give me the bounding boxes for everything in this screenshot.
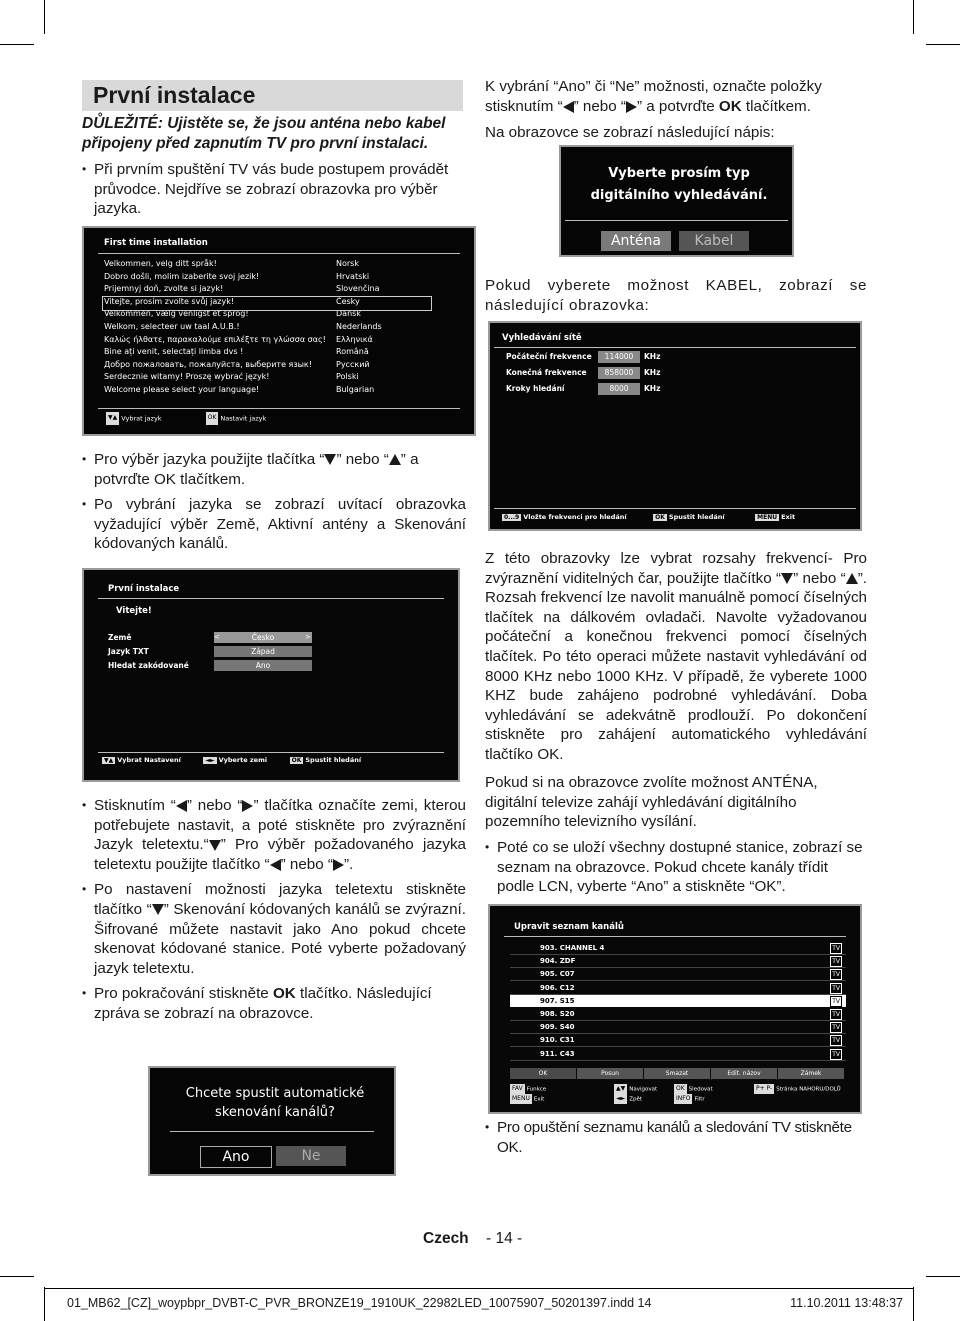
language-list xyxy=(336,258,456,397)
arrow-keys-icon: ▼▲ xyxy=(104,756,114,764)
channel-row[interactable] xyxy=(510,995,846,1007)
bullet-channel-list: • Poté co se uloží všechny dostupné stanice, zobrazí se seznam na obrazovce. Pokud chcete kanály třídit podle LCN, vyberte “Ano” a stiskněte “OK”. xyxy=(485,838,869,897)
up-arrow-icon xyxy=(846,573,858,584)
language-greeting[interactable]: Prijemnyj doň, zvolte si jazyk! xyxy=(104,284,224,294)
crop-mark xyxy=(0,1276,34,1277)
fav-key-icon: FAV xyxy=(512,1085,523,1092)
divider xyxy=(98,253,460,254)
selected-row-highlight xyxy=(102,296,432,311)
install-screen-title: První instalace xyxy=(108,584,180,594)
tv-badge: TV xyxy=(832,1011,840,1018)
footer-language: Czech xyxy=(423,1230,469,1247)
channel-row[interactable] xyxy=(510,955,846,968)
number-keys-icon: 0...9 xyxy=(504,513,520,521)
bullet-teletext: • Po nastavení možnosti jazyka teletextu stiskněte tlačítko “ ” Skenování kódovaných kanálů se zvýrazní. Šifrované můžete nastavit jako Ano pokud chcete skenovat kódované stanice. Poté vyberte požadovaný jazyk teletextu. xyxy=(82,880,466,978)
channel-action-button[interactable]: Smazat xyxy=(644,1068,710,1079)
frequency-settings xyxy=(506,351,806,399)
frequency-value[interactable]: 858000 xyxy=(598,367,640,379)
language-greeting[interactable]: Vitejte, prosím zvolte svůj jazyk! xyxy=(104,296,235,306)
intro-bullet: • Při prvním spuštění TV vás bude postupem provádět průvodce. Nejdříve se zobrazí obrazovka pro výběr jazyka. xyxy=(82,160,466,219)
channel-name: 904. ZDF xyxy=(540,957,576,966)
divider xyxy=(565,220,788,221)
language-greeting[interactable]: Добро пожаловать, пожалуйста, выберите язык! xyxy=(104,359,312,369)
language-option[interactable]: Dansk xyxy=(336,309,361,319)
frequency-unit: KHz xyxy=(644,368,661,377)
language-option[interactable]: Norsk xyxy=(336,259,359,268)
channel-list-screen: Upravit seznam kanálů 903. CHANNEL 4 TV 904. ZDF TV 905. C07 TV 906. C12 TV 907. S15 TV 908. S20 TV 909. S40 TV 910. C31 TV 911. C43 TV OK Posun Smazat Edit. názov Zámek FAV Funkce MENU Exit ▲▼ Navigovat ◄► Zpět OK Sledovat INFO Filtr P+ P- Stránka NAHORU/DOLŮ xyxy=(488,904,862,1114)
channel-row[interactable] xyxy=(510,1034,846,1047)
up-arrow-icon xyxy=(389,454,401,465)
frequency-value[interactable]: 8000 xyxy=(598,383,640,395)
setting-value[interactable]: Česko xyxy=(214,632,312,643)
down-arrow-icon xyxy=(781,573,793,584)
channel-action-button[interactable]: Edit. názov xyxy=(711,1068,777,1079)
autoscan-question: Chcete spustit automatické skenování kanálů? xyxy=(185,1086,365,1120)
setting-value[interactable]: Ano xyxy=(214,660,312,671)
channel-row[interactable] xyxy=(510,1048,846,1061)
language-option[interactable]: Hrvatski xyxy=(336,271,370,281)
language-greeting[interactable]: Καλώς ήλθατε, παρακαλούμε επιλέξτε τη γλώσσα σας! xyxy=(104,334,326,344)
divider xyxy=(494,508,856,509)
tv-badge: TV xyxy=(832,945,840,952)
intro-list xyxy=(82,160,466,225)
right-arrow-icon xyxy=(333,859,344,871)
language-greeting[interactable]: Serdecznie witamy! Proszę wybrać język! xyxy=(104,372,270,382)
heading-bar xyxy=(82,80,463,111)
frequency-range-text: Z této obrazovky lze vybrat rozsahy frekvencí- Pro zvýraznění viditelných čar, použijte tlačítko “ ” nebo “ ”. Rozsah frekvencí lze navolit manuálně pomocí číselných tlačítek na dálkovém ovladači. Navolte vyžadovanou počáteční a konečnou frekvenci pomocí číselných tlačítek. Po této operaci můžete nastavit vyhledávání od 8000 KHz nebo 1000 KHz. V případě, že vyberete 1000 KHZ bude zahájeno podrobné vyhledávání. Doba vyhledávání se adekvátně prodlouží. Po dokončení stiskněte pro zahájení automatického vyhledávání tlačtíko OK. xyxy=(485,550,867,763)
bullet-country: • Stisknutím “ ” nebo “ ” tlačítka označíte zemi, kterou potřebujete nastavit, a poté stiskněte pro zvýraznění Jazyk teletextu.“ ” Pro výběr požadovaného jazyka teletextu použijte tlačítko “ ” nebo “ ”. xyxy=(82,796,466,874)
arrow-keys-icon: ▼▲ xyxy=(106,412,119,425)
yes-button[interactable]: Ano xyxy=(200,1146,272,1168)
network-search-screen xyxy=(488,321,862,531)
divider xyxy=(98,408,460,409)
antenna-button[interactable]: Anténa xyxy=(601,231,671,251)
channel-row[interactable] xyxy=(510,982,846,995)
language-greeting[interactable]: Welkom, selecteer uw taal A.U.B.! xyxy=(104,321,240,331)
divider xyxy=(494,347,856,348)
crop-mark xyxy=(44,0,45,34)
autoscan-dialog xyxy=(148,1066,396,1176)
left-arrow-icon[interactable]: < xyxy=(214,633,220,641)
channel-name: 903. CHANNEL 4 xyxy=(540,944,605,952)
cable-choice-text: Pokud vyberete možnost KABEL, zobrazí se následující obrazovka: xyxy=(485,277,867,314)
no-button[interactable]: Ne xyxy=(276,1146,346,1166)
divider xyxy=(170,1131,374,1132)
channel-row[interactable] xyxy=(510,1021,846,1034)
exit-list-instructions xyxy=(485,1118,869,1163)
language-option[interactable]: Česky xyxy=(336,296,360,306)
frequency-label: Počáteční frekvence xyxy=(506,352,592,361)
channel-action-button[interactable]: Zámek xyxy=(778,1068,844,1079)
language-option[interactable]: Slovenčina xyxy=(336,284,380,294)
bullet-continue: • Pro pokračování stiskněte OK tlačítko. Následující zpráva se zobrazí na obrazovce. xyxy=(82,984,466,1023)
country-instructions xyxy=(82,796,466,1030)
ok-key-icon: OK xyxy=(206,412,219,425)
ok-key-icon: OK xyxy=(676,1085,685,1092)
search-type-dialog xyxy=(559,145,794,257)
crop-mark xyxy=(926,44,960,45)
bullet-welcome-screen: • Po vybrání jazyka se zobrazí uvítací obrazovka vyžadující výběr Země, Aktivní antény a Skenování kódovaných kanálů. xyxy=(82,495,466,554)
tv-badge: TV xyxy=(832,984,840,992)
indd-slug-box xyxy=(44,1288,914,1321)
back-key-icon: ◄► xyxy=(616,1095,626,1102)
setting-label: Jazyk TXT xyxy=(108,647,149,656)
divider xyxy=(98,752,444,753)
channel-name: 908. S20 xyxy=(540,1010,575,1018)
frequency-label: Kroky hledání xyxy=(506,384,565,393)
crop-mark xyxy=(913,0,914,34)
first-install-screen xyxy=(82,568,460,782)
greeting-list xyxy=(104,258,334,397)
tv-badge: TV xyxy=(832,1024,840,1032)
following-message-text: Na obrazovce se zobrazí následující nápis: xyxy=(485,124,775,141)
indd-timestamp: 11.10.2011 13:48:37 xyxy=(790,1296,903,1310)
language-option[interactable]: Bulgarian xyxy=(336,384,375,394)
install-screen-footer: ▼▲ Vybrat Nastavení ◄► Vyberte zemi OK Spustit hledání xyxy=(104,756,362,764)
channel-action-bar xyxy=(510,1068,844,1079)
bullet-language-select: • Pro výběr jazyka použijte tlačítka “ ” nebo “ ” a potvrďte OK tlačítkem. xyxy=(82,450,466,489)
language-option[interactable]: Русский xyxy=(336,359,370,369)
cable-button[interactable]: Kabel xyxy=(679,231,749,251)
language-greeting[interactable]: Velkommen, velg ditt språk! xyxy=(104,259,217,268)
channel-list-instructions xyxy=(485,838,869,903)
channel-screen-title: Upravit seznam kanálů xyxy=(514,922,624,932)
channel-name: 910. C31 xyxy=(540,1036,575,1045)
language-option[interactable]: Nederlands xyxy=(336,321,382,331)
language-screen-title: First time installation xyxy=(104,238,208,248)
search-type-title: Vyberte prosím typ digitálního vyhledávání. xyxy=(590,166,768,203)
tv-badge: TV xyxy=(832,997,840,1005)
page-title: První instalace xyxy=(93,82,256,108)
info-key-icon: INFO xyxy=(676,1095,691,1102)
tv-badge: TV xyxy=(832,971,840,979)
ok-key-icon: OK xyxy=(655,513,665,521)
left-arrow-icon xyxy=(270,859,281,871)
indd-filename: 01_MB62_[CZ]_woypbpr_DVBT-C_PVR_BRONZE19_1910UK_22982LED_10075907_50201397.indd 14 xyxy=(67,1296,652,1310)
choose-yes-no-text: K vybrání “Ano” či “Ne” možnosti, označte položky stisknutím “ ” nebo “ ” a potvrďte OK tlačítkem. xyxy=(485,78,822,115)
network-screen-footer: 0...9 Vložte frekvenci pro hledání OK Spustit hledání MENU Exit xyxy=(504,513,796,521)
crop-mark xyxy=(926,1276,960,1277)
footer-set-label: Nastavit jazyk xyxy=(220,414,267,423)
down-arrow-icon xyxy=(209,840,221,851)
language-option[interactable]: Polski xyxy=(336,372,359,382)
arrow-keys-icon: ▲▼ xyxy=(616,1085,626,1092)
language-greeting[interactable]: Dobro došli, molim izaberite svoj jezik! xyxy=(104,271,260,281)
channel-row[interactable] xyxy=(510,1008,846,1021)
setting-label: Země xyxy=(108,633,132,642)
setting-label: Hledat zakódované xyxy=(108,661,189,670)
network-screen-title: Vyhledávání sítě xyxy=(502,333,582,343)
down-arrow-icon xyxy=(152,904,164,915)
frequency-unit: KHz xyxy=(644,384,661,393)
frequency-label: Konečná frekvence xyxy=(506,368,587,377)
install-settings xyxy=(108,632,428,674)
channel-name: 911. C43 xyxy=(540,1049,575,1058)
right-arrow-icon xyxy=(626,101,637,113)
menu-key-icon: MENU xyxy=(512,1095,530,1102)
language-greeting[interactable]: Welcome please select your language! xyxy=(104,384,260,394)
language-screen-footer xyxy=(106,412,266,425)
channel-action-button[interactable]: Posun xyxy=(577,1068,643,1079)
language-option[interactable]: Ελληνικά xyxy=(336,334,373,344)
language-greeting[interactable]: Velkommen, vælg venligst et sprog! xyxy=(104,309,249,319)
language-instructions xyxy=(82,450,466,560)
antenna-search-text: Pokud si na obrazovce zvolíte možnost ANTÉNA, digitální televize zahájí vyhledávání digitálního pozemního televizního vysílání. xyxy=(485,774,818,831)
frequency-unit: KHz xyxy=(644,352,661,361)
page-footer xyxy=(0,1230,960,1252)
channel-name: 906. C12 xyxy=(540,983,575,992)
left-arrow-icon xyxy=(176,800,187,812)
divider xyxy=(98,598,444,599)
channel-name: 909. S40 xyxy=(540,1023,575,1032)
channel-action-button[interactable]: OK xyxy=(510,1068,576,1079)
down-arrow-icon xyxy=(324,454,336,465)
setting-value[interactable]: Západ xyxy=(214,646,312,657)
page-keys-icon: P+ P- xyxy=(756,1085,773,1092)
language-option[interactable]: Română xyxy=(336,347,369,357)
left-right-keys-icon: ◄► xyxy=(205,756,215,764)
channel-list xyxy=(510,942,850,1062)
important-note: DŮLEŽITÉ: Ujistěte se, že jsou anténa nebo kabel připojeny před zapnutím TV pro první instalaci. xyxy=(82,115,446,152)
page-number: - 14 - xyxy=(486,1230,523,1247)
footer-select-label: Vybrat jazyk xyxy=(121,414,162,423)
channel-row[interactable] xyxy=(510,942,846,955)
right-arrow-icon xyxy=(242,800,253,812)
tv-badge: TV xyxy=(832,1037,840,1045)
frequency-value[interactable]: 114000 xyxy=(598,351,640,363)
tv-badge: TV xyxy=(832,958,840,966)
divider xyxy=(504,936,846,937)
language-screen xyxy=(82,226,476,436)
welcome-text: Vitejte! xyxy=(116,606,152,616)
left-arrow-icon xyxy=(563,101,574,113)
ok-key-icon: OK xyxy=(291,756,302,764)
tv-badge: TV xyxy=(832,1050,840,1058)
channel-name: 907. S15 xyxy=(540,996,575,1005)
language-greeting[interactable]: Bine ați venit, selectați limba dvs ! xyxy=(104,347,244,357)
channel-row[interactable] xyxy=(510,968,846,981)
bullet-exit-list: • Pro opuštění seznamu kanálů a sledování TV stiskněte OK. xyxy=(485,1118,869,1157)
menu-key-icon: MENU xyxy=(757,513,778,521)
channel-name: 905. C07 xyxy=(540,970,575,979)
right-arrow-icon[interactable]: > xyxy=(305,633,311,641)
crop-mark xyxy=(0,44,34,45)
